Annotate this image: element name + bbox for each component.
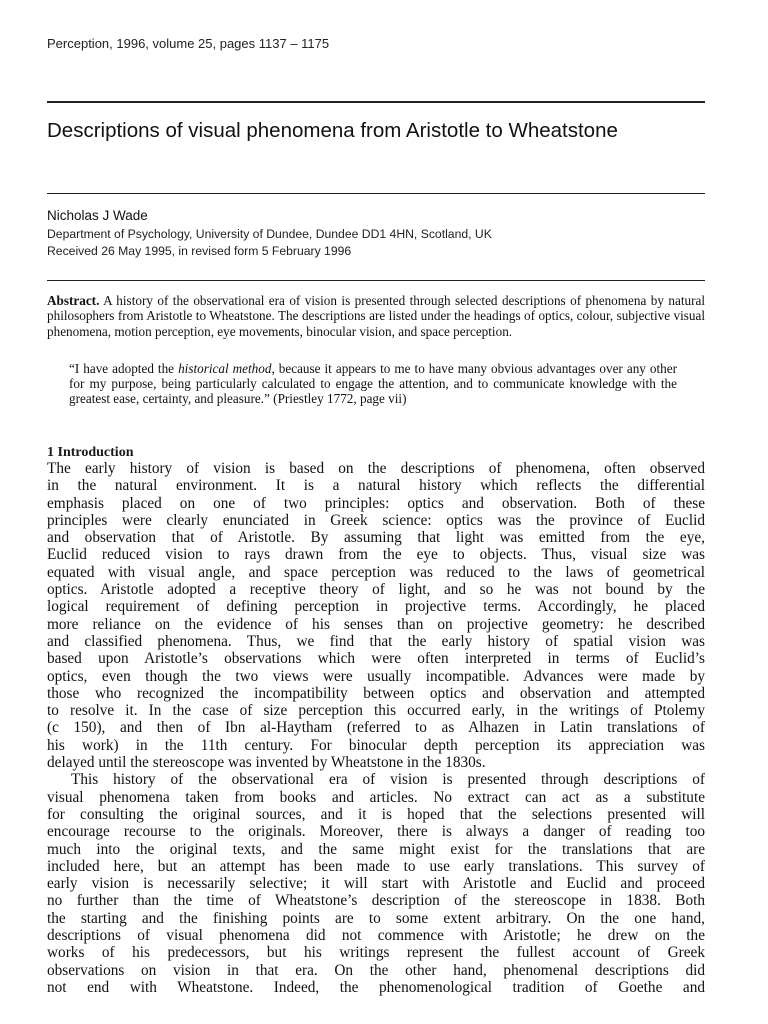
body-line: to resolve it. In the case of size perception this occurred early, in the writings of Ptolemy [47, 702, 705, 720]
abstract [47, 293, 705, 339]
body-line: delayed until the stereoscope was invented by Wheatstone in the 1830s. [47, 754, 486, 772]
body-line: works of his predecessors, but his writings represent the fullest account of Greek [47, 944, 705, 962]
body-line: Euclid reduced vision to rays drawn from the eye to objects. Thus, visual size was [47, 546, 705, 564]
body-line: for consulting the original sources, and it is hoped that the selections presented will [47, 805, 705, 823]
body-line: descriptions of visual phenomena did not commence with Aristotle; he drew on the [47, 927, 705, 945]
affiliation: Department of Psychology, University of Dundee, Dundee DD1 4HN, Scotland, UK [47, 227, 492, 241]
journal-citation: Perception, 1996, volume 25, pages 1137 – 1175 [47, 36, 330, 51]
article-title: Descriptions of visual phenomena from Aristotle to Wheatstone [47, 119, 618, 142]
body-line: The early history of vision is based on the descriptions of phenomena, often observed [47, 460, 705, 477]
epigraph-end: , because it appears to me to have many obvious advantages over any other for my purpose, being particularly calculated to engage the attention, and to communicate knowledge with the greatest ease, certainty, and pleasure.” (Priestley 1772, page vii) [69, 361, 677, 407]
abstract-top-rule [47, 280, 705, 281]
body-line: much into the original texts, and the same might exist for the translations that are [47, 840, 705, 858]
body-line: and observation that of Aristotle. By assuming that light was emitted from the eye, [47, 529, 705, 547]
body-line: his work) in the 11th century. For binocular depth perception its appreciation was [47, 736, 705, 754]
body-line: and classified phenomena. Thus, we find that the early history of spatial vision was [47, 632, 705, 650]
received-date: Received 26 May 1995, in revised form 5 February 1996 [47, 244, 352, 258]
body-line: the starting and the finishing points are to some extent arbitrary. On the one hand, [47, 909, 705, 927]
body-line: more reliance on the evidence of his senses than on projective geometry: he described [47, 615, 705, 633]
body-line: logical requirement of defining perception in projective terms. Accordingly, he placed [47, 598, 705, 616]
body-line: (c 150), and then of Ibn al-Haytham (referred to as Alhazen in Latin translations of [47, 719, 705, 737]
title-bottom-rule [47, 193, 705, 194]
author-name: Nicholas J Wade [47, 208, 148, 223]
body-line: emphasis placed on one of two principles: optics and observation. Both of these [47, 494, 705, 512]
title-top-rule [47, 101, 705, 103]
body-line: equated with visual angle, and space perception was reduced to the laws of geometrical [47, 563, 705, 581]
epigraph [69, 361, 677, 407]
epigraph-start: “I have adopted the [69, 361, 179, 376]
section-heading: 1 Introduction [47, 445, 134, 460]
body-line: encourage recourse to the originals. Moreover, there is always a danger of reading too [47, 823, 705, 841]
body-line: principles were clearly enunciated in Greek science: optics was the province of Euclid [47, 511, 705, 529]
body-line: This history of the observational era of vision is presented through descriptions of [71, 771, 705, 789]
body-text [47, 460, 705, 996]
abstract-text: A history of the observational era of vision is presented through selected descriptions of phenomena by natural philosophers from Aristotle to Wheatstone. The descriptions are listed under the headings of optics, colour, subjective visual phenomena, motion perception, eye movements, binocular vision, and space perception. [47, 293, 705, 339]
epigraph-emphasis: historical method [178, 361, 272, 376]
body-line: visual phenomena taken from books and articles. No extract can act as a substitute [47, 788, 705, 806]
body-line: optics. Aristotle adopted a receptive theory of light, and so he was not bound by the [47, 581, 705, 599]
body-line: in the natural environment. It is a natural history which reflects the differential [47, 477, 705, 495]
abstract-label: Abstract. [47, 293, 100, 308]
body-line: based upon Aristotle’s observations which were often interpreted in terms of Euclid’s [47, 650, 705, 668]
body-line: early vision is necessarily selective; it will start with Aristotle and Euclid and proceed [47, 875, 705, 893]
body-line: observations on vision in that era. On the other hand, phenomenal descriptions did [47, 961, 705, 979]
body-line: included here, but an attempt has been made to use early translations. This survey of [47, 857, 705, 875]
body-line: those who recognized the incompatibility between optics and observation and attempted [47, 684, 705, 702]
body-line: no further than the time of Wheatstone’s description of the stereoscope in 1838. Both [47, 892, 705, 910]
author-affiliation-block [47, 226, 492, 260]
body-line: optics, even though the two views were usually incompatible. Advances were made by [47, 667, 705, 685]
body-line: not end with Wheatstone. Indeed, the phenomenological tradition of Goethe and [47, 978, 705, 996]
